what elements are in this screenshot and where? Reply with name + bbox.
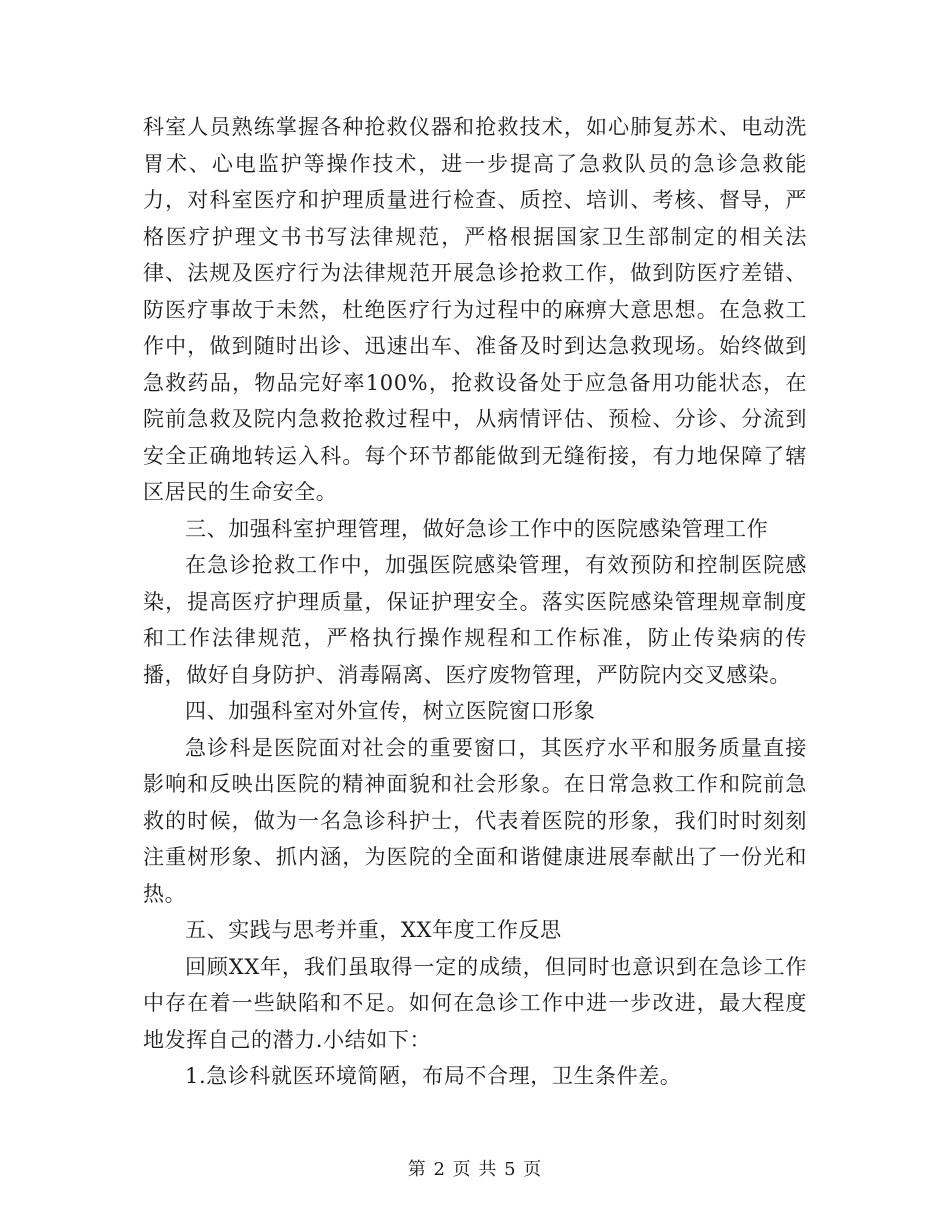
page-number: 第 2 页 共 5 页 xyxy=(407,1159,543,1180)
body-paragraph-4: 回顾XX年，我们虽取得一定的成绩，但同时也意识到在急诊工作中存在着一些缺陷和不足。如何在急诊工作中进一步改进，最大程度地发挥自己的潜力.小结如下： xyxy=(143,954,807,1052)
body-paragraph-2: 在急诊抢救工作中，加强医院感染管理，有效预防和控制医院感染，提高医疗护理质量，保证护理安全。落实医院感染管理规章制度和工作法律规范，严格执行操作规程和工作标准，防止传染病的传播，做好自身防护、消毒隔离、医疗废物管理，严防院内交叉感染。 xyxy=(143,553,807,687)
body-paragraph-1: 科室人员熟练掌握各种抢救仪器和抢救技术，如心肺复苏术、电动洗胃术、心电监护等操作技术，进一步提高了急救队员的急诊急救能力，对科室医疗和护理质量进行检查、质控、培训、考核、督导，严格医疗护理文书书写法律规范，严格根据国家卫生部制定的相关法律、法规及医疗行为法律规范开展急诊抢救工作，做到防医疗差错、防医疗事故于未然，杜绝医疗行为过程中的麻痹大意思想。在急救工作中，做到随时出诊、迅速出车、准备及时到达急救现场。始终做到急救药品，物品完好率100%，抢救设备处于应急备用功能状态，在院前急救及院内急救抢救过程中，从病情评估、预检、分诊、分流到安全正确地转运入科。每个环节都能做到无缝衔接，有力地保障了辖区居民的生命安全。 xyxy=(143,115,807,504)
body-paragraph-3: 急诊科是医院面对社会的重要窗口，其医疗水平和服务质量直接影响和反映出医院的精神面貌和社会形象。在日常急救工作和院前急救的时候，做为一名急诊科护士，代表着医院的形象，我们时时刻刻注重树形象、抓内涵，为医院的全面和谐健康进展奉献出了一份光和热。 xyxy=(143,735,807,906)
section-heading-5: 五、实践与思考并重，XX年度工作反思 xyxy=(185,918,562,942)
list-item-1: 1.急诊科就医环境简陋，布局不合理，卫生条件差。 xyxy=(185,1064,682,1088)
section-heading-3: 三、加强科室护理管理，做好急诊工作中的医院感染管理工作 xyxy=(185,516,769,541)
section-heading-4: 四、加强科室对外宣传，树立医院窗口形象 xyxy=(185,699,596,723)
page-footer xyxy=(0,1155,950,1181)
document-body xyxy=(143,109,807,1095)
